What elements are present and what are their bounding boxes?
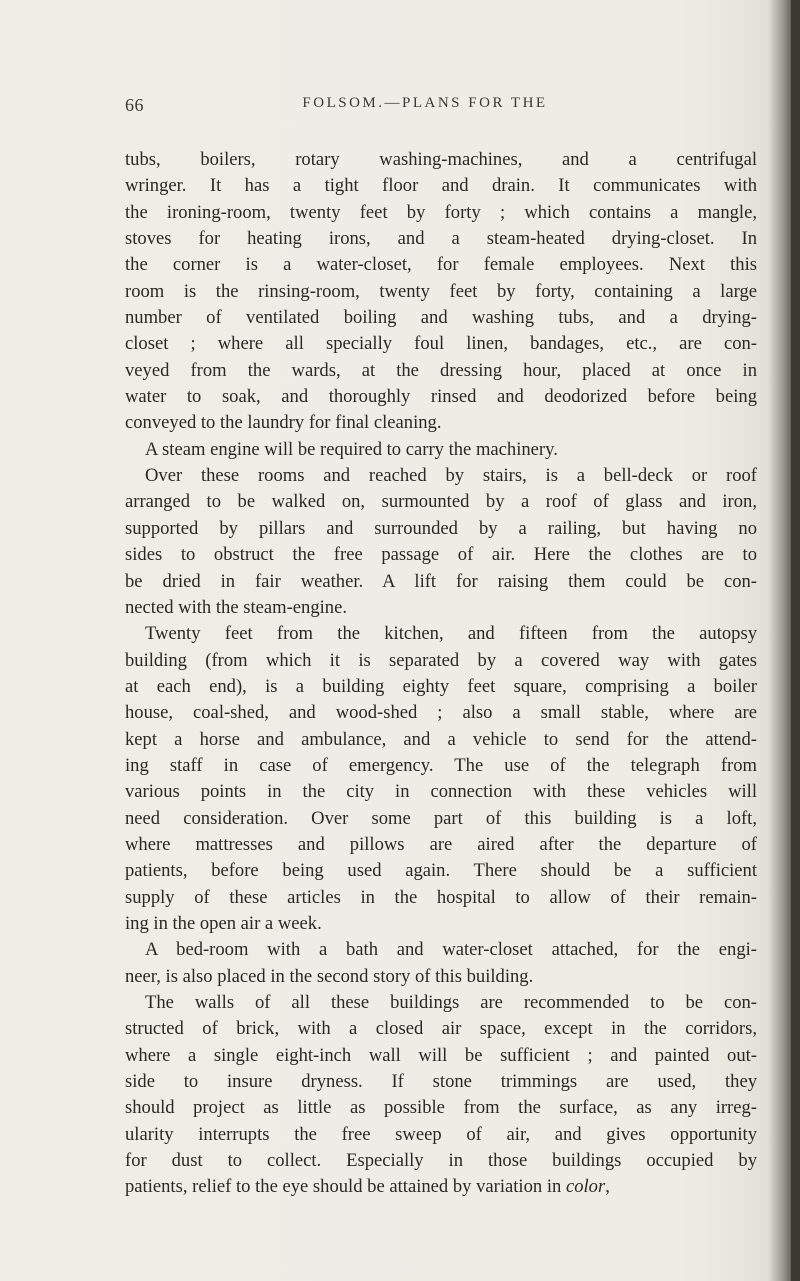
text-line: structed of brick, with a closed air space, except in the corridors,: [125, 1018, 757, 1040]
text-line: room is the rinsing-room, twenty feet by forty, containing a large: [125, 280, 757, 302]
text-line: where mattresses and pillows are aired after the departure of: [125, 833, 757, 855]
text-line: veyed from the wards, at the dressing hour, placed at once in: [125, 359, 757, 381]
text-line: need consideration. Over some part of this building is a loft,: [125, 807, 757, 829]
text-line: patients, relief to the eye should be attained by variation in color,: [125, 1176, 610, 1198]
paragraph: [125, 990, 757, 1201]
text-line: building (from which it is separated by a covered way with gates: [125, 649, 757, 671]
text-line: ing staff in case of emergency. The use of the telegraph from: [125, 754, 757, 776]
text-line: supported by pillars and surrounded by a railing, but having no: [125, 517, 757, 539]
text-line: A steam engine will be required to carry the machinery.: [145, 438, 558, 460]
paragraph: [125, 937, 757, 990]
text-line: the corner is a water-closet, for female employees. Next this: [125, 254, 757, 276]
paragraph: [125, 463, 757, 621]
text-line: neer, is also placed in the second story of this building.: [125, 965, 534, 987]
text-line: patients, before being used again. There should be a sufficient: [125, 860, 757, 882]
page-number: 66: [125, 95, 144, 115]
paragraph: [125, 147, 757, 437]
text-line: Over these rooms and reached by stairs, is a bell-deck or roof: [145, 465, 757, 487]
book-binding-edge: [791, 0, 800, 1281]
paragraph: [125, 621, 757, 937]
text-line: Twenty feet from the kitchen, and fifteen from the autopsy: [145, 623, 757, 645]
text-line: where a single eight-inch wall will be sufficient ; and painted out-: [125, 1044, 757, 1066]
text-line: kept a horse and ambulance, and a vehicle to send for the attend-: [125, 728, 757, 750]
text-line: ularity interrupts the free sweep of air, and gives opportunity: [125, 1123, 757, 1145]
text-line: arranged to be walked on, surmounted by a roof of glass and iron,: [125, 491, 757, 513]
text-line: water to soak, and thoroughly rinsed and deodorized before being: [125, 386, 757, 408]
text-line: ing in the open air a week.: [125, 912, 322, 934]
text-line: conveyed to the laundry for final cleaning.: [125, 412, 442, 434]
text-line: closet ; where all specially foul linen, bandages, etc., are con-: [125, 333, 757, 355]
text-line: sides to obstruct the free passage of air. Here the clothes are to: [125, 544, 757, 566]
text-line: various points in the city in connection with these vehicles will: [125, 781, 757, 803]
text-line: wringer. It has a tight floor and drain. It communicates with: [125, 175, 757, 197]
text-line: side to insure dryness. If stone trimmings are used, they: [125, 1071, 757, 1093]
text-line: number of ventilated boiling and washing tubs, and a drying-: [125, 307, 757, 329]
text-line: nected with the steam-engine.: [125, 596, 348, 618]
text-line: at each end), is a building eighty feet square, comprising a boiler: [125, 675, 757, 697]
page-header: [125, 95, 725, 121]
text-line: be dried in fair weather. A lift for raising them could be con-: [125, 570, 757, 592]
paragraph: [125, 437, 757, 463]
text-line: for dust to collect. Especially in those buildings occupied by: [125, 1150, 757, 1172]
text-line: tubs, boilers, rotary washing-machines, and a centrifugal: [125, 149, 757, 170]
body-text: [125, 147, 757, 1201]
text-line: stoves for heating irons, and a steam-heated drying-closet. In: [125, 228, 757, 250]
text-line: should project as little as possible from the surface, as any irreg-: [125, 1097, 757, 1119]
text-line: the ironing-room, twenty feet by forty ; which contains a mangle,: [125, 201, 757, 223]
text-line: A bed-room with a bath and water-closet attached, for the engi-: [145, 939, 757, 961]
text-line: The walls of all these buildings are recommended to be con-: [145, 992, 757, 1013]
text-line: house, coal-shed, and wood-shed ; also a small stable, where are: [125, 702, 757, 724]
text-line: supply of these articles in the hospital to allow of their remain-: [125, 886, 757, 908]
running-head: FOLSOM.—PLANS FOR THE: [302, 95, 548, 111]
